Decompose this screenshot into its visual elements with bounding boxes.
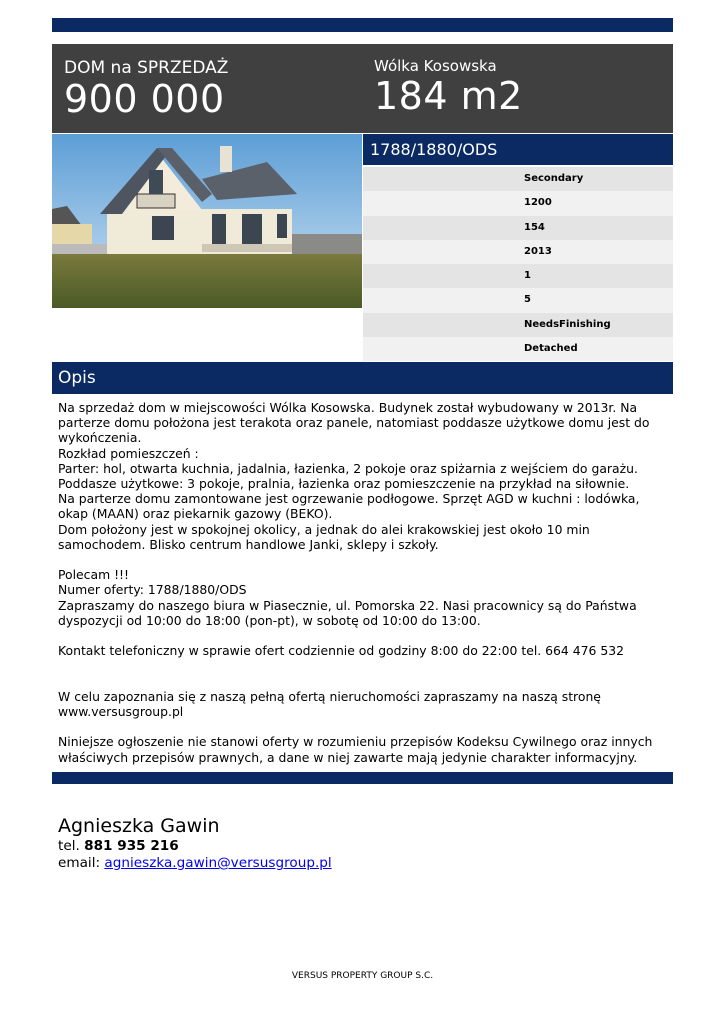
- description-body: [58, 400, 670, 765]
- param-condition: NeedsFinishing: [363, 313, 673, 337]
- spacer: [58, 552, 670, 567]
- agent-contact: [58, 814, 332, 872]
- agent-name: Agnieszka Gawin: [58, 815, 220, 837]
- description-paragraph: Na parterze domu zamontowane jest ogrzewanie podłogowe. Sprzęt AGD w kuchni : lodówka, okap (MAAN) oraz piekarnik gazowy (BEKO).: [58, 491, 640, 522]
- param-plot-area: 1200: [363, 191, 673, 215]
- phone-contact-info: Kontakt telefoniczny w sprawie ofert codziennie od godziny 8:00 do 22:00 tel. 664 476 532: [58, 643, 624, 659]
- description-heading: Opis: [52, 362, 673, 394]
- spacer: [58, 628, 670, 643]
- agent-email-link[interactable]: agnieszka.gawin@versusgroup.pl: [104, 855, 332, 871]
- description-paragraph: Rozkład pomieszczeń :: [58, 445, 199, 461]
- description-paragraph: Na sprzedaż dom w miejscowości Wólka Kosowska. Budynek został wybudowany w 2013r. Na parterze domu położona jest terakota oraz panele, natomiast poddasze użytkowe domu jest do wykończenia.: [58, 400, 650, 446]
- param-year-built: 2013: [363, 240, 673, 264]
- spacer: [58, 719, 670, 734]
- agent-email-line: [58, 855, 332, 872]
- param-living-area: 154: [363, 216, 673, 240]
- agent-phone-line: [58, 838, 332, 855]
- param-floors: 1: [363, 264, 673, 288]
- top-bar: [52, 18, 673, 32]
- location: Wólka Kosowska: [374, 57, 497, 75]
- office-info: Zapraszamy do naszego biura w Piasecznie, ul. Pomorska 22. Nasi pracownicy są do Państwa dyspozycji od 10:00 do 18:00 (pon-pt), w sobotę od 10:00 do 13:00.: [58, 597, 637, 628]
- param-building-type: Detached: [363, 337, 673, 361]
- params-table: [363, 167, 673, 361]
- description-paragraph: Polecam !!!: [58, 567, 129, 583]
- email-label: email:: [58, 855, 101, 871]
- offer-reference: 1788/1880/ODS: [363, 134, 673, 165]
- param-market: Secondary: [363, 167, 673, 191]
- website-info: W celu zapoznania się z naszą pełną ofertą nieruchomości zapraszamy na naszą stronę www.versusgroup.pl: [58, 688, 601, 720]
- area: 184 m2: [374, 74, 523, 118]
- price: 900 000: [64, 77, 225, 121]
- description-paragraph: Parter: hol, otwarta kuchnia, jadalnia, łazienka, 2 pokoje oraz spiżarnia z wejściem do garażu.: [58, 460, 638, 476]
- property-photo: [52, 134, 362, 308]
- agent-phone[interactable]: 881 935 216: [84, 838, 179, 854]
- listing-header: [52, 44, 673, 133]
- description-paragraph: Poddasze użytkowe: 3 pokoje, pralnia, łazienka oraz pomieszczenie na przykład na siłownie.: [58, 476, 630, 492]
- tel-label: tel.: [58, 838, 80, 854]
- spacer: [58, 658, 670, 688]
- bottom-bar: [52, 772, 673, 784]
- company-footer: VERSUS PROPERTY GROUP S.C.: [291, 971, 434, 981]
- legal-disclaimer: Niniejsze ogłoszenie nie stanowi oferty w rozumieniu przepisów Kodeksu Cywilnego oraz innych właściwych przepisów prawnych, a dane w niej zawarte mają jedynie charakter informacyjny.: [58, 734, 653, 765]
- param-rooms: 5: [363, 288, 673, 312]
- offer-number-line: Numer oferty: 1788/1880/ODS: [58, 582, 247, 598]
- listing-type: DOM na SPRZEDAŻ: [64, 58, 229, 78]
- description-paragraph: Dom położony jest w spokojnej okolicy, a jednak do alei krakowskiej jest około 10 min samochodem. Blisko centrum handlowe Janki, sklepy i szkoły.: [58, 521, 590, 552]
